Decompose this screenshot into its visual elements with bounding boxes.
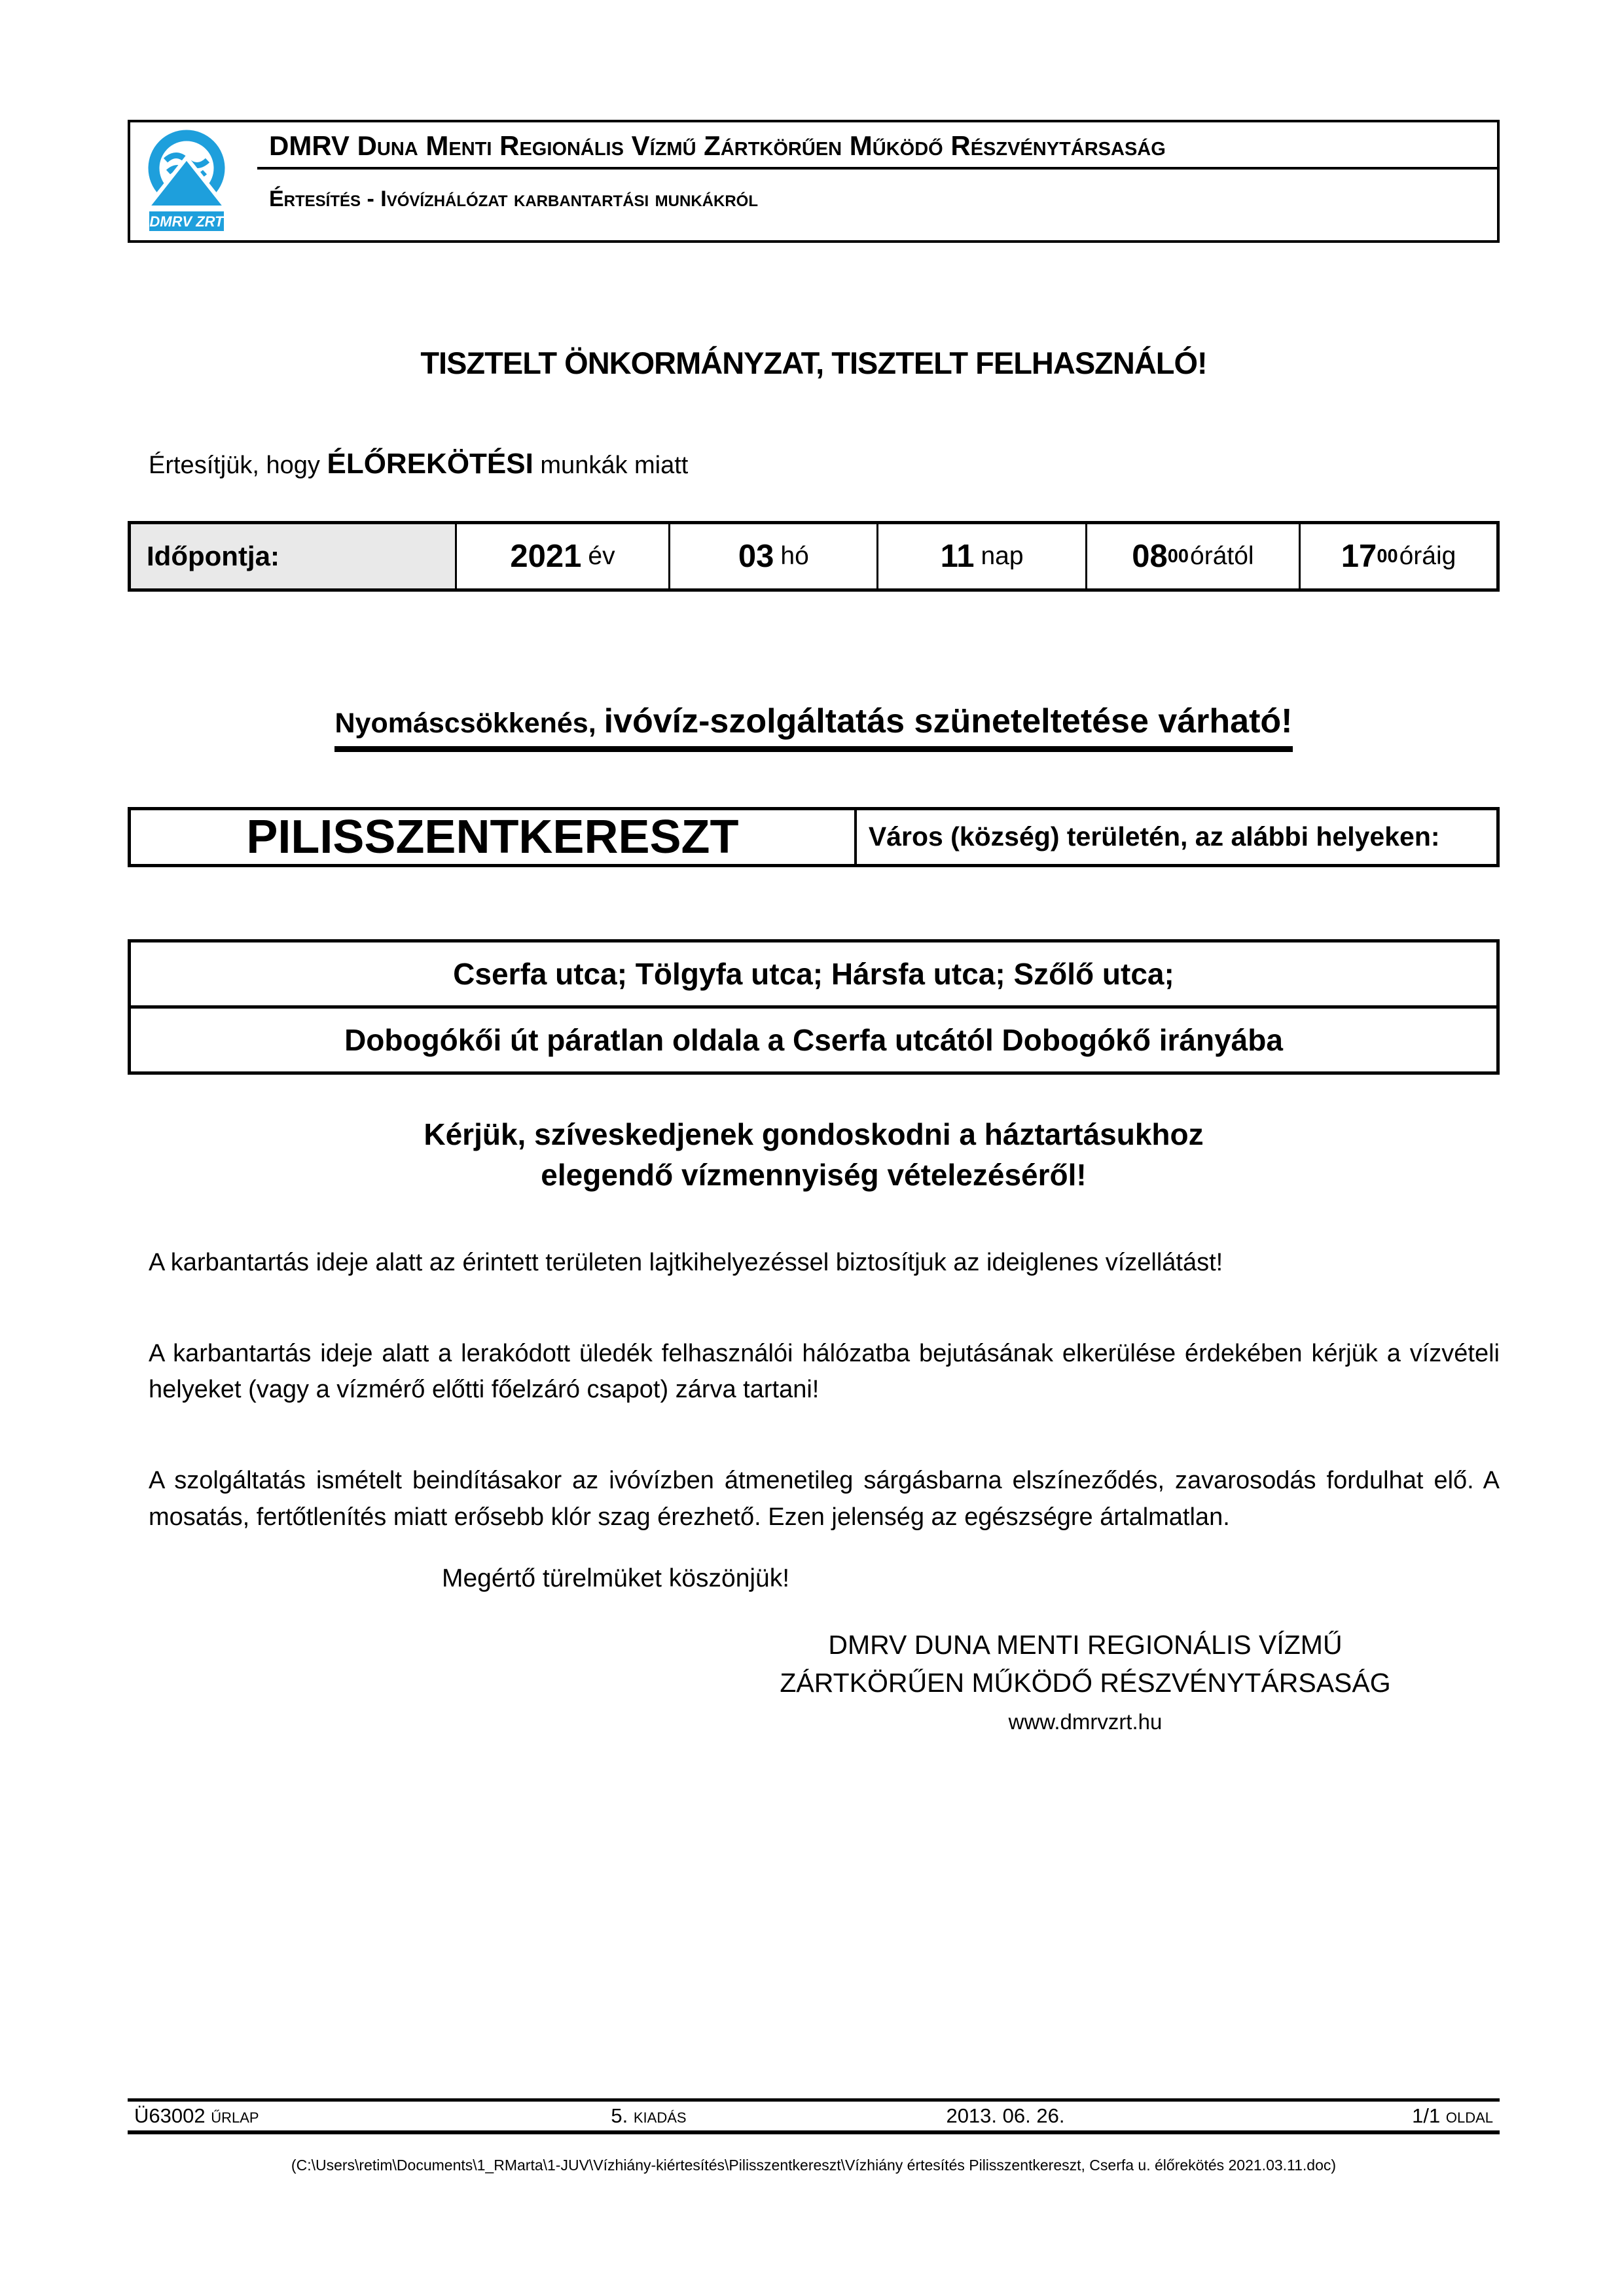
warning-line [128,702,1500,752]
request-heading [128,1114,1500,1195]
logo-text: DMRV ZRT [149,213,224,230]
footer-edition: 5. kiadás [611,2104,687,2127]
street-row: Cserfa utca; Tölgyfa utca; Hársfa utca; Szőlő utca; [453,957,1174,991]
schedule-day-cell [876,524,1085,588]
year-unit: év [588,542,615,570]
page-title: TISZTELT ÖNKORMÁNYZAT, TISZTELT FELHASZNÁLÓ! [420,346,1207,380]
from-unit: órától [1190,542,1254,570]
thanks-note: Megértő türelmüket köszönjük! [442,1564,790,1592]
from-hour: 08 [1132,539,1168,574]
company-logo [130,122,257,240]
schedule-from-cell: 08 00 órától [1085,524,1299,588]
footer-form-id: Ü63002 űrlap [134,2104,259,2127]
intro-line [128,448,1500,480]
location-box [128,807,1500,867]
to-unit: óráig [1399,542,1456,570]
location-note: Város (község) területén, az alábbi helyeken: [868,821,1440,852]
schedule-to-cell: 17 00 óráig [1299,524,1496,588]
company-website: www.dmrvzrt.hu [1008,1710,1163,1734]
body-paragraph: A karbantartás ideje alatt az érintett területen lajtkihelyezéssel biztosítjuk az ideiglenes vízellátást! [149,1249,1223,1277]
schedule-table [128,521,1500,592]
streets-box [128,939,1500,1075]
dmrv-logo-icon [141,128,232,234]
signature-block [671,1626,1500,1738]
warning-lead: Nyomáscsökkenés, [334,708,604,739]
schedule-year-cell [455,524,668,588]
document-type: Értesítés - Ivóvízhálózat karbantartási munkákról [269,187,758,211]
footer-bar [128,2098,1500,2134]
day-value: 11 [940,539,975,574]
company-name: DMRV Duna Menti Regionális Vízmű Zártkörűen Működő Részvénytársaság [257,122,1497,170]
file-path: (C:\Users\retim\Documents\1_RMarta\1-JUV\Vízhiány-kiértesítés\Pilisszentkereszt\Vízhiány értesítés Pilisszentkereszt, Cserfa u. élőrekötés 2021.03.11.doc) [291,2157,1337,2174]
body-paragraph: A karbantartás ideje alatt a lerakódott üledék felhasználói hálózatba bejutásának elkerülése érdekében kérjük a vízvételi helyeket (vagy a vízmérő előtti főelzáró csapot) zárva tartani! [149,1340,1500,1404]
body-paragraph: A szolgáltatás ismételt beindításakor az ivóvízben átmenetileg sárgásbarna elszíneződés, zavarosodás fordulhat elő. A mosatás, fertőtlenítés miatt erősebb klór szag érezhető. Ezen jelenség az egészségre ártalmatlan. [149,1467,1500,1531]
signature-line-1: DMRV DUNA MENTI REGIONÁLIS VÍZMŰ [828,1629,1343,1660]
footer-page-number: 1/1 oldal [1412,2104,1493,2127]
document-header [128,120,1500,243]
day-unit: nap [981,542,1024,570]
intro-suffix: munkák miatt [533,452,689,479]
request-line-1: Kérjük, szíveskedjenek gondoskodni a háztartásukhoz [424,1117,1204,1151]
warning-rest: ivóvíz-szolgáltatás szüneteltetése várható! [604,702,1293,740]
work-type: ÉLŐREKÖTÉSI [327,448,533,480]
street-row: Dobogókői út páratlan oldala a Cserfa utcától Dobogókő irányába [131,1005,1496,1071]
intro-prefix: Értesítjük, hogy [149,452,327,479]
document-content [128,120,1500,1738]
schedule-month-cell [668,524,876,588]
header-text-block [257,122,1497,240]
signature-line-2: ZÁRTKÖRŰEN MŰKÖDŐ RÉSZVÉNYTÁRSASÁG [780,1667,1391,1698]
month-unit: hó [780,542,809,570]
footer-date: 2013. 06. 26. [946,2104,1065,2127]
month-value: 03 [738,539,774,574]
schedule-label: Időpontja: [131,524,455,588]
to-hour: 17 [1341,539,1377,574]
city-name: PILISSZENTKERESZT [131,810,857,864]
year-value: 2021 [510,539,582,574]
document-footer [128,2098,1500,2174]
request-line-2: elegendő vízmennyiség vételezéséről! [541,1158,1087,1193]
